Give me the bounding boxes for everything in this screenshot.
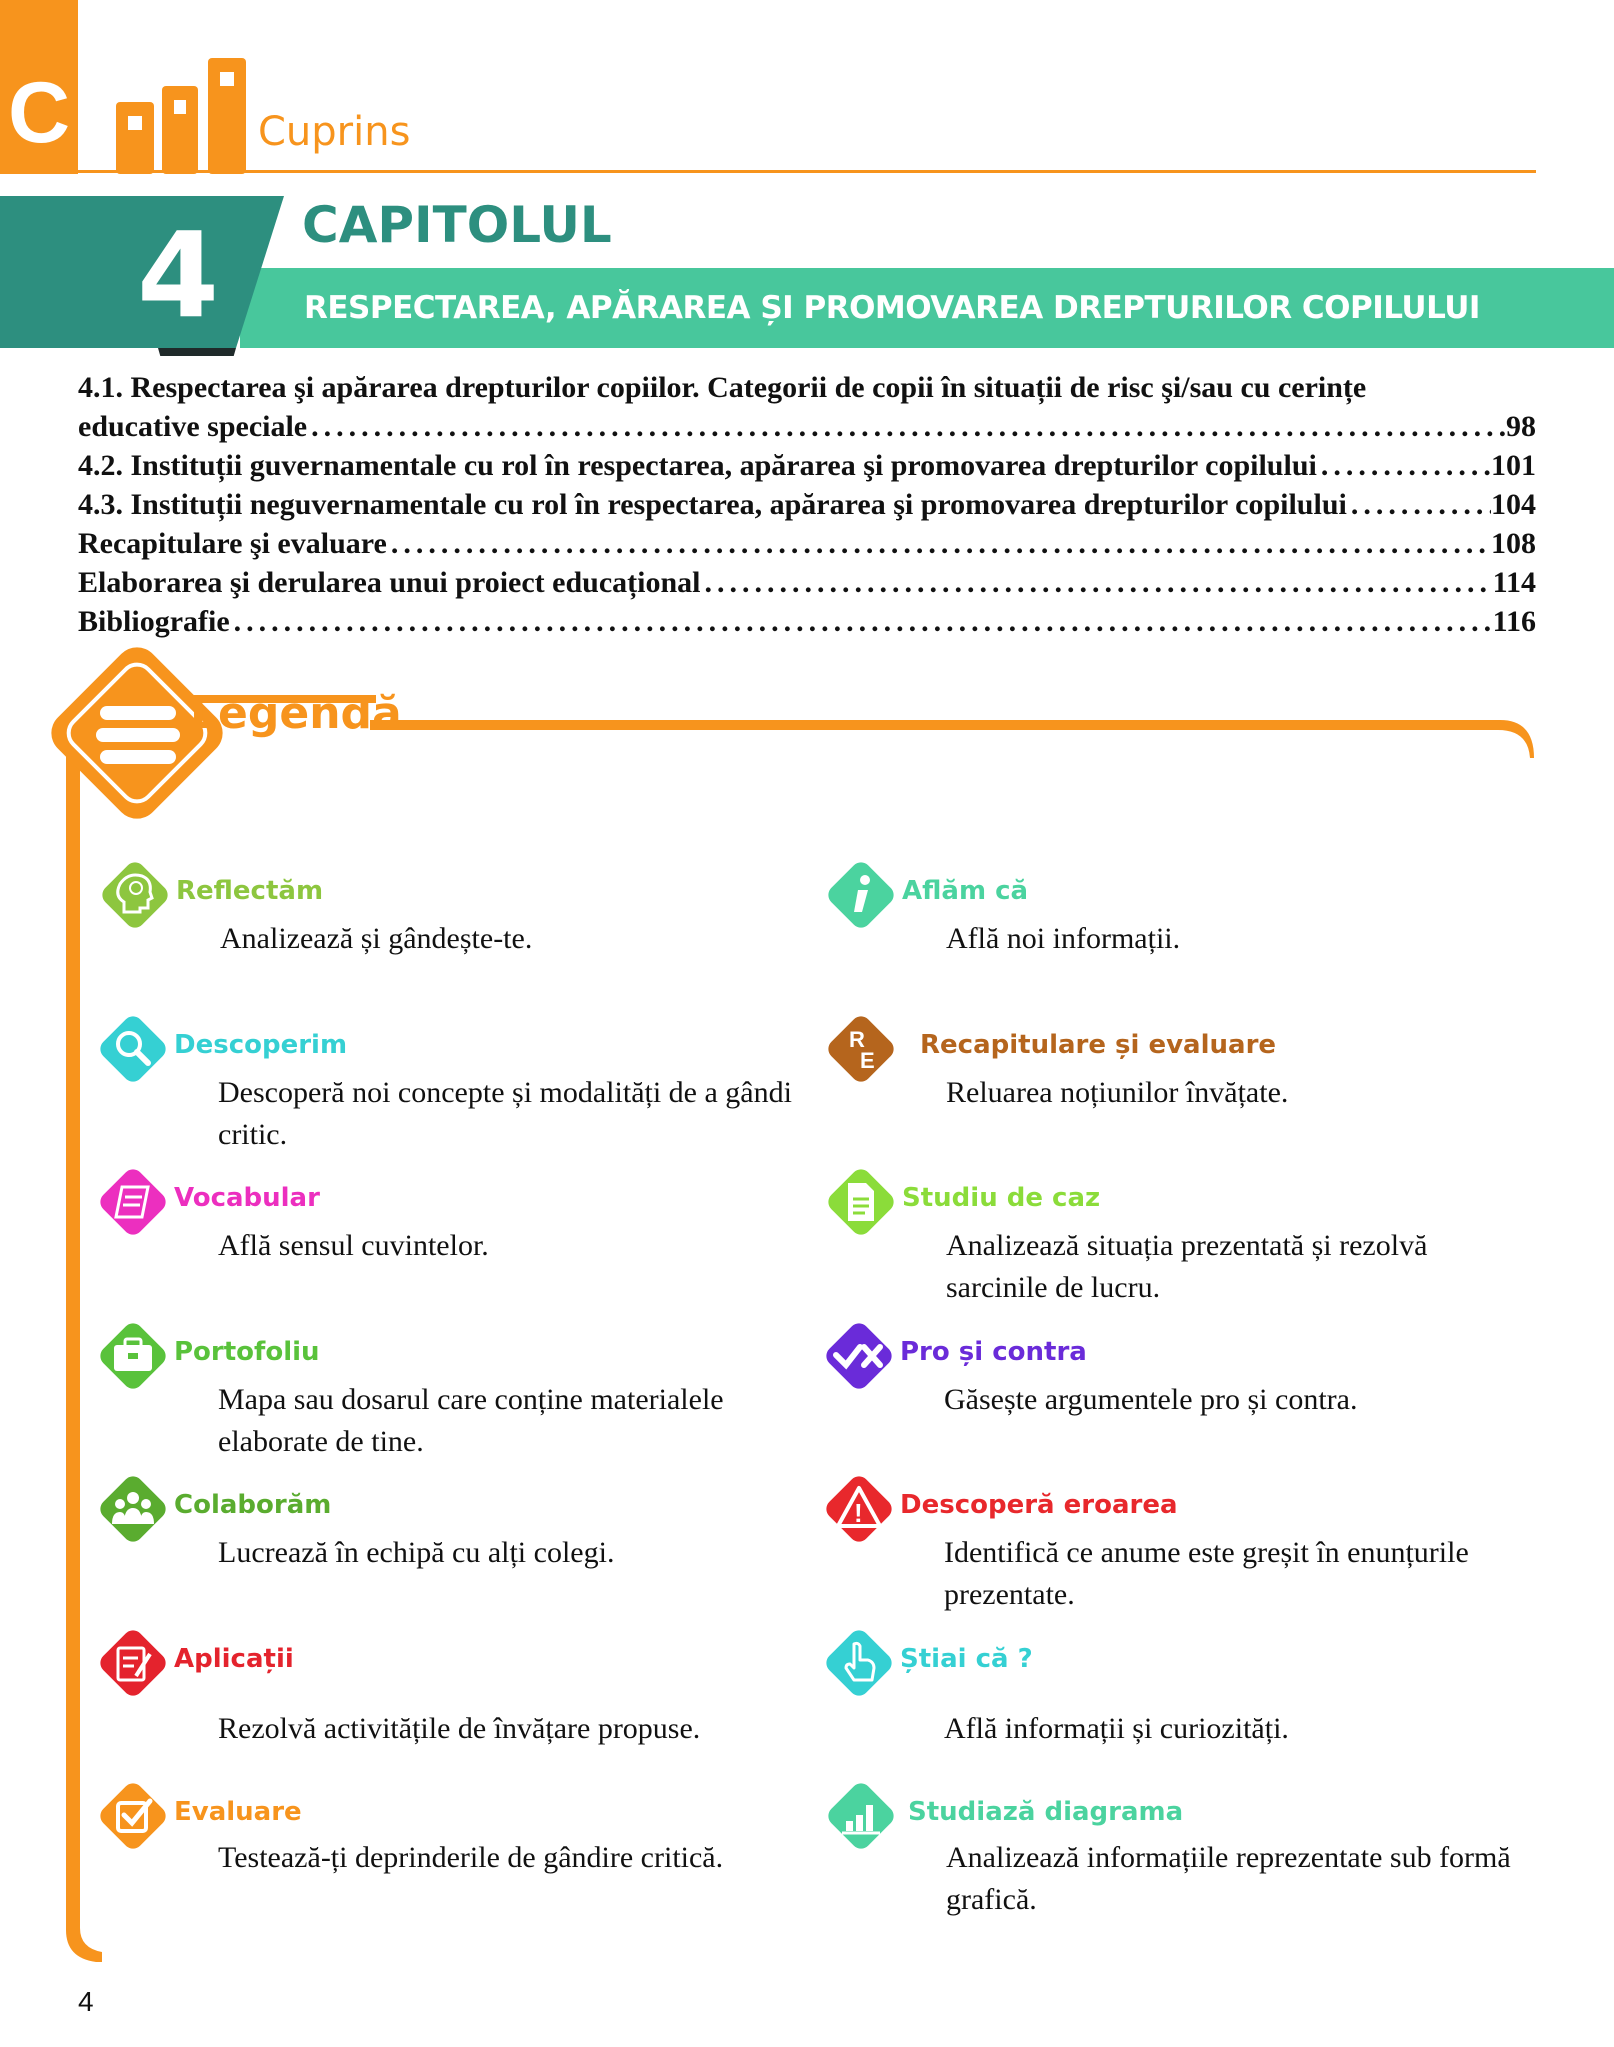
legend-frame	[0, 640, 1614, 1980]
toc-entry-text: Elaborarea şi derularea unui proiect educațional	[78, 566, 701, 599]
warning-glyph: !	[854, 1498, 863, 1528]
toc-page-number: 98	[1506, 410, 1536, 443]
legend-item-name: Reflectăm	[176, 876, 324, 906]
toc-entry-recapitulare[interactable]	[78, 524, 1536, 563]
legend-item-name: Aflăm că	[902, 876, 1029, 906]
toc-leader-dots	[230, 602, 1493, 641]
legend-item-name: Descoperim	[174, 1030, 348, 1060]
book-icon	[94, 1163, 172, 1241]
checkbox-icon	[94, 1777, 172, 1855]
toc-entry-proiect[interactable]	[78, 563, 1536, 602]
legend-item-name: Vocabular	[174, 1183, 320, 1213]
legend-item-name: Aplicații	[174, 1644, 294, 1674]
legend-item-description: Află informații și curiozități.	[944, 1712, 1289, 1745]
hand-pointer-icon	[820, 1624, 898, 1702]
toc-entry-4-2[interactable]	[78, 446, 1536, 485]
re-glyph: R	[849, 1027, 865, 1052]
toc-leader-dots	[1317, 446, 1491, 485]
bar-chart-icon	[822, 1777, 900, 1855]
toc-entry-4-1[interactable]	[78, 368, 1536, 407]
toc-leader-dots	[307, 407, 1506, 446]
info-icon	[822, 856, 900, 934]
legend-item-description: Descoperă noi concepte și modalități de a gândi critic.	[218, 1076, 792, 1151]
document-icon	[822, 1163, 900, 1241]
toc-page-number: 116	[1492, 605, 1536, 638]
toc-entry-text: educative speciale	[78, 410, 308, 443]
legend-item-name: Recapitulare și evaluare	[920, 1030, 1277, 1060]
toc-entry-text: 4.1. Respectarea şi apărarea drepturilor copiilor. Categorii de copii în situații de risc şi/sau cu cerințe	[78, 371, 1367, 404]
re-icon	[822, 1010, 900, 1088]
legend-item-description: Testează-ți deprinderile de gândire critică.	[218, 1841, 724, 1874]
legend-item-name: Studiază diagrama	[908, 1797, 1184, 1827]
toc-page-number: 108	[1491, 527, 1536, 560]
legend-title: Legendă	[190, 688, 402, 739]
toc-leader-dots	[701, 563, 1493, 602]
legend-item-name: Evaluare	[174, 1797, 302, 1827]
notepad-icon	[94, 1624, 172, 1702]
tab-letter: C	[7, 65, 71, 161]
briefcase-icon	[94, 1317, 172, 1395]
check-cross-icon	[820, 1317, 898, 1395]
legend-item-description: Analizează și gândește-te.	[220, 922, 533, 955]
legend-item-description: Află noi informații.	[946, 922, 1181, 955]
legend-item-name: Studiu de caz	[902, 1183, 1101, 1213]
chapter-banner	[0, 196, 1614, 356]
page-number: 4	[78, 1986, 94, 2017]
legend-item-name: Colaborăm	[174, 1490, 332, 1520]
toc-entry-text: Bibliografie	[78, 605, 230, 638]
chapter-label: CAPITOLUL	[302, 196, 612, 254]
legend-item-name: Știai că ?	[900, 1644, 1033, 1674]
toc-entry-text: Recapitulare şi evaluare	[78, 527, 387, 560]
team-icon	[94, 1470, 172, 1548]
toc-entry-text: 4.2. Instituții guvernamentale cu rol în respectarea, apărarea şi promovarea drepturilor copilului	[78, 449, 1317, 482]
chapter-title: RESPECTAREA, APĂRAREA ȘI PROMOVAREA DREPTURILOR COPILULUI	[304, 290, 1480, 326]
legend-item-description: Mapa sau dosarul care conține materialele elaborate de tine.	[218, 1383, 724, 1458]
legend-item-description: Reluarea noțiunilor învățate.	[946, 1076, 1289, 1109]
toc-entry-4-1-cont[interactable]	[78, 407, 1536, 446]
legend-item-description: Rezolvă activitățile de învățare propuse.	[218, 1712, 701, 1745]
legend-item-description: Află sensul cuvintelor.	[218, 1229, 489, 1262]
toc-page-number: 101	[1491, 449, 1536, 482]
bar-chart-logo-icon	[112, 52, 252, 176]
warning-icon	[820, 1470, 898, 1548]
header-divider	[78, 170, 1536, 173]
chapter-number: 4	[136, 206, 220, 344]
magnifier-icon	[94, 1010, 172, 1088]
brain-icon	[96, 856, 174, 934]
toc-entry-4-3[interactable]	[78, 485, 1536, 524]
toc-page-number: 104	[1491, 488, 1536, 521]
toc-entry-text: 4.3. Instituții neguvernamentale cu rol în respectarea, apărarea şi promovarea drepturilor copilului	[78, 488, 1347, 521]
section-title: Cuprins	[258, 109, 411, 155]
legend-item-name: Descoperă eroarea	[900, 1490, 1178, 1520]
toc-entry-bibliografie[interactable]	[78, 602, 1536, 641]
legend-item-description: Identifică ce anume este greșit în enunțurile prezentate.	[944, 1536, 1469, 1611]
table-of-contents	[78, 368, 1536, 641]
toc-leader-dots	[1347, 485, 1491, 524]
re-glyph: E	[860, 1048, 875, 1073]
legend-item-description: Analizează informațiile reprezentate sub formă grafică.	[946, 1841, 1511, 1916]
legend-item-description: Lucrează în echipă cu alți colegi.	[218, 1536, 615, 1569]
toc-leader-dots	[387, 524, 1491, 563]
legend-item-description: Analizează situația prezentată și rezolvă sarcinile de lucru.	[946, 1229, 1428, 1304]
legend-item-name: Portofoliu	[174, 1337, 320, 1367]
legend-item-description: Găsește argumentele pro și contra.	[944, 1383, 1358, 1416]
toc-page-number: 114	[1492, 566, 1536, 599]
legend-item-name: Pro și contra	[900, 1337, 1087, 1367]
